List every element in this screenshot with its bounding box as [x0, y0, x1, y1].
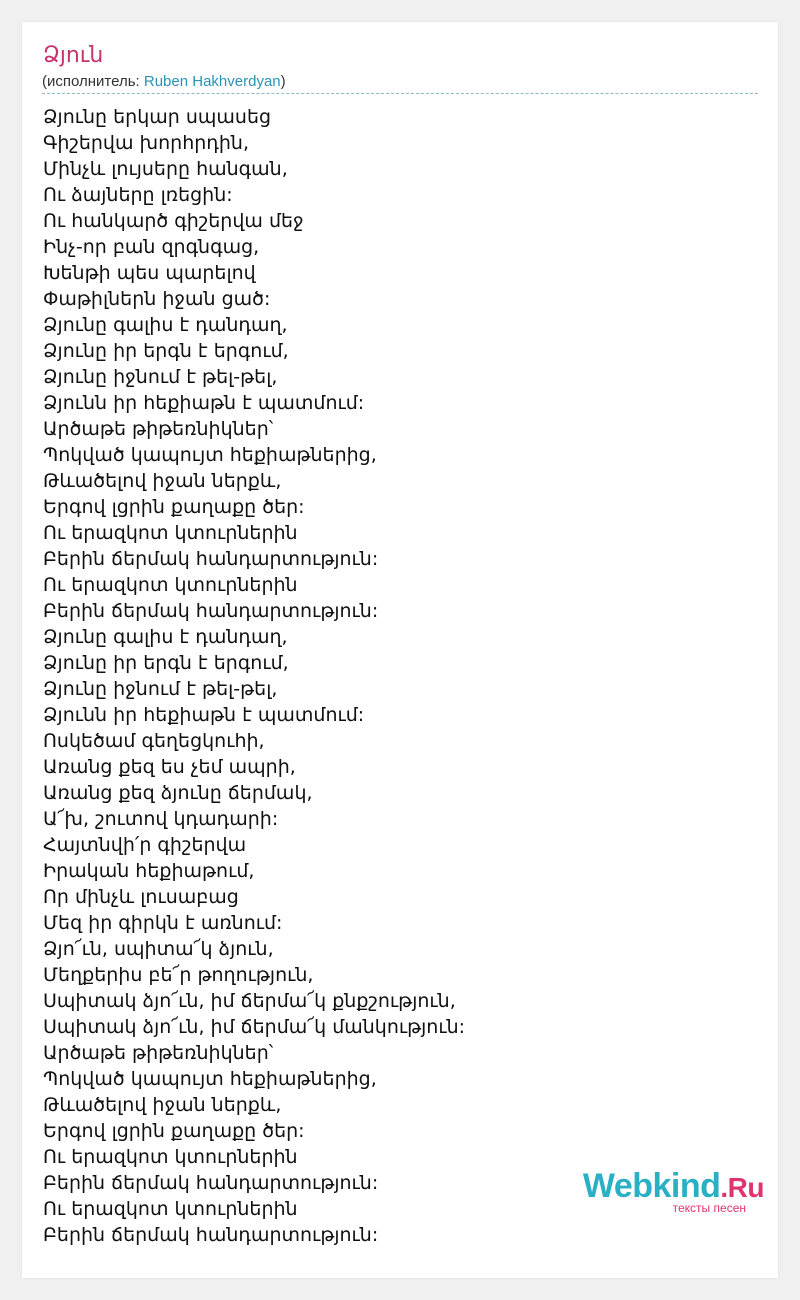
song-title: Ձյուն: [43, 43, 104, 68]
lyric-line: Ձյունը իջնում է թել-թել,: [43, 366, 278, 388]
lyric-line: Ձյունը իր երգն է երգում,: [43, 340, 289, 362]
lyrics-text: [43, 104, 465, 1248]
lyric-line: Ձյունը գալիս է դանդաղ,: [43, 314, 288, 336]
logo-tagline: тексты песен: [672, 1201, 746, 1215]
logo-word: Webkind: [582, 1167, 721, 1205]
lyric-line: Բերին ճերմակ հանդարտություն:: [43, 1172, 379, 1194]
lyric-line: Մեզ իր գիրկն է առնում:: [43, 912, 283, 934]
lyric-line: Ա՜խ, շուտով կդադարի:: [43, 808, 279, 830]
lyric-line: Ոսկեծամ գեղեցկուհի,: [43, 730, 265, 752]
logo-tld: .Ru: [720, 1172, 764, 1203]
lyric-line: Որ մինչև լուսաբաց: [43, 886, 239, 908]
lyric-line: Պոկված կապույտ հեքիաթներից,: [43, 444, 377, 466]
lyric-line: Բերին ճերմակ հանդարտություն:: [43, 1224, 379, 1246]
performer-link[interactable]: Ruben Hakhverdyan: [143, 73, 281, 90]
lyric-line: Գիշերվա խորհրդին,: [43, 132, 250, 154]
lyrics-page: [22, 22, 778, 1278]
lyric-line: Արծաթե թիթեռնիկներ՝: [43, 1042, 274, 1064]
lyric-line: Առանց քեզ ձյունը ճերմակ,: [43, 782, 313, 804]
lyric-line: Սպիտակ ձյո՜ւն, իմ ճերմա՜կ քնքշություն,: [43, 990, 456, 1012]
lyric-line: Ինչ-որ բան զրգնգաց,: [43, 236, 260, 258]
lyric-line: Պոկված կապույտ հեքիաթներից,: [43, 1068, 377, 1090]
lyric-line: Ու երազկոտ կտուրներին: [43, 1198, 298, 1220]
lyric-line: Ձյունն իր հեքիաթն է պատմում:: [43, 704, 365, 726]
lyric-line: Առանց քեզ ես չեմ ապրի,: [43, 756, 296, 778]
lyric-line: Ու երազկոտ կտուրներին: [43, 1146, 298, 1168]
lyric-line: Ու երազկոտ կտուրներին: [43, 522, 298, 544]
lyric-line: Բերին ճերմակ հանդարտություն:: [43, 600, 379, 622]
lyric-line: Մինչև լույսերը հանգան,: [43, 158, 288, 180]
lyric-line: Ձյունը իջնում է թել-թել,: [43, 678, 278, 700]
lyric-line: Մեղքերիս բե՜ր թողություն,: [43, 964, 314, 986]
lyric-line: Հայտնվի՛ր գիշերվա: [43, 834, 247, 856]
lyric-line: Սպիտակ ձյո՜ւն, իմ ճերմա՜կ մանկություն:: [43, 1016, 466, 1038]
lyric-line: Ու հանկարծ գիշերվա մեջ: [43, 210, 304, 232]
lyric-line: Խենթի պես պարելով: [43, 262, 256, 284]
performer-suffix: ): [280, 73, 286, 90]
lyric-line: Թևածելով իջան ներքև,: [43, 1094, 282, 1116]
lyric-line: Ու ձայները լռեցին:: [43, 184, 233, 206]
lyric-line: Ձյունը երկար սպասեց: [43, 106, 272, 128]
lyric-line: Ձյունն իր հեքիաթն է պատմում:: [43, 392, 365, 414]
lyric-line: Փաթիլներն իջան ցած:: [43, 288, 271, 310]
dashed-divider: [42, 93, 758, 94]
lyric-line: Ձյունը գալիս է դանդաղ,: [43, 626, 288, 648]
lyric-line: Ձյունը իր երգն է երգում,: [43, 652, 289, 674]
performer-prefix: (исполнитель:: [42, 73, 144, 90]
lyric-line: Ձյո՜ւն, սպիտա՜կ ձյուն,: [43, 938, 274, 960]
site-logo[interactable]: [583, 1168, 764, 1214]
lyric-line: Երգով լցրին քաղաքը ծեր:: [43, 496, 305, 518]
lyric-line: Արծաթե թիթեռնիկներ՝: [43, 418, 274, 440]
lyric-line: Երգով լցրին քաղաքը ծեր:: [43, 1120, 305, 1142]
lyric-line: Ու երազկոտ կտուրներին: [43, 574, 298, 596]
lyric-line: Իրական հեքիաթում,: [43, 860, 255, 882]
lyric-line: Բերին ճերմակ հանդարտություն:: [43, 548, 379, 570]
performer-line: [42, 73, 286, 91]
lyric-line: Թևածելով իջան ներքև,: [43, 470, 282, 492]
